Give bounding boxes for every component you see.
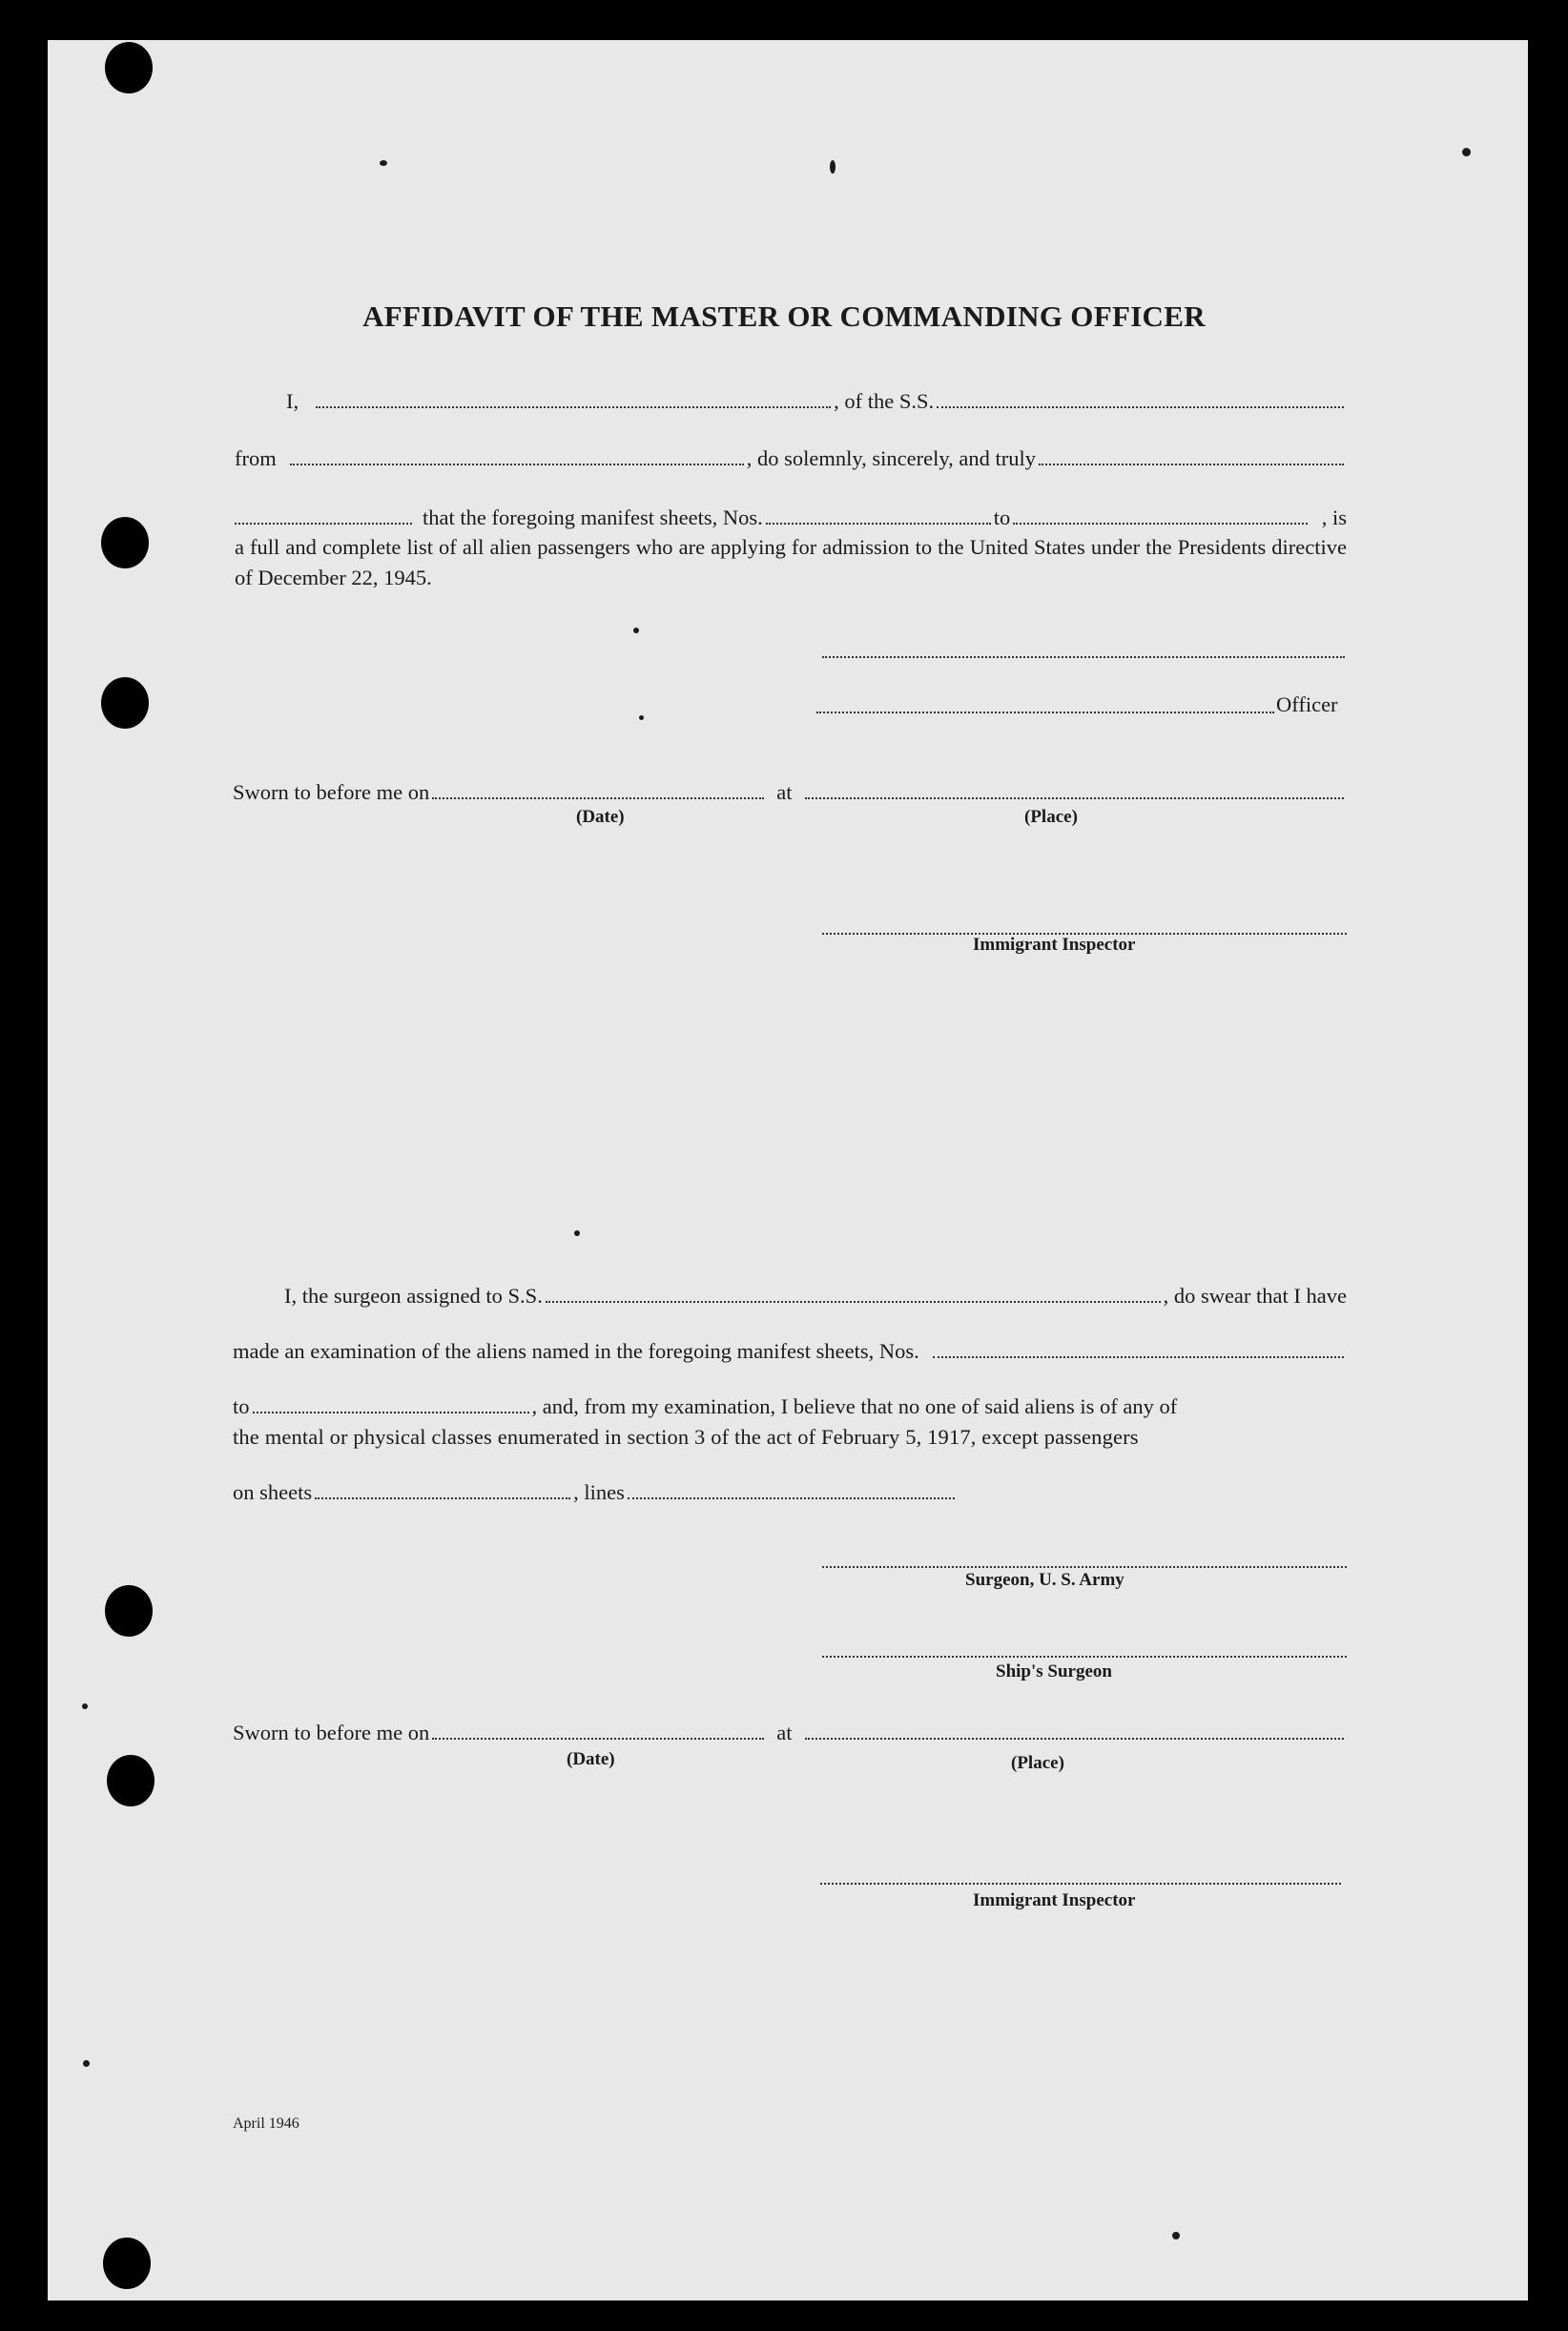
punch-hole	[103, 2238, 151, 2289]
surgeon-inspector-caption: Immigrant Inspector	[973, 1890, 1136, 1910]
belief-label: , and, from my examination, I believe that no one of said aliens is of any of	[531, 1394, 1178, 1418]
master-name-field[interactable]	[316, 389, 831, 408]
surgeon-to-label: to	[233, 1394, 250, 1418]
surgeon-sworn-line	[233, 1719, 1347, 1747]
master-line-2	[235, 444, 1347, 473]
to-label: to	[993, 505, 1011, 529]
oath-continued-field[interactable]	[235, 505, 412, 525]
punch-hole	[101, 677, 149, 729]
lines-label: , lines	[573, 1480, 625, 1504]
sworn-place-field[interactable]	[805, 780, 1344, 799]
master-line-1	[286, 387, 1347, 416]
sheet-to-field[interactable]	[1013, 505, 1307, 525]
speck	[1462, 148, 1471, 156]
speck	[633, 628, 639, 633]
speck	[574, 1230, 580, 1236]
ship-name-field[interactable]	[937, 389, 1344, 408]
form-date: April 1946	[233, 2115, 299, 2132]
ships-surgeon-caption: Ship's Surgeon	[996, 1661, 1112, 1681]
that-label: that the foregoing manifest sheets, Nos.	[423, 505, 763, 529]
oath-type-field[interactable]	[1039, 446, 1344, 465]
sheets-label: on sheets	[233, 1480, 313, 1504]
speck	[82, 1703, 88, 1709]
surgeon-ship-field[interactable]	[546, 1284, 1161, 1303]
except-lines-field[interactable]	[628, 1480, 955, 1499]
surgeon-date-caption: (Date)	[567, 1749, 615, 1769]
master-statement: a full and complete list of all alien passengers who are applying for admission to the United States under the Presidents directive of December 22, 1945.	[235, 535, 1347, 589]
i-label: I,	[286, 389, 299, 413]
master-sworn-line	[233, 778, 1347, 807]
officer-title-line[interactable]	[816, 712, 1274, 713]
surgeon-line-4: the mental or physical classes enumerated in section 3 of the act of February 5, 1917, except passengers	[233, 1425, 1139, 1449]
surgeon-sworn-date-field[interactable]	[432, 1721, 764, 1740]
surgeon-sheet-to-field[interactable]	[253, 1394, 529, 1413]
swear-label: , do swear that I have	[1163, 1284, 1347, 1308]
speck	[83, 2060, 90, 2067]
punch-hole	[105, 1585, 153, 1637]
sworn-label: Sworn to before me on	[233, 780, 430, 804]
army-surgeon-signature-line[interactable]	[822, 1566, 1347, 1568]
of-ss-label: , of the S.S.	[834, 389, 935, 413]
speck	[1172, 2232, 1180, 2239]
surgeon-line-3	[233, 1392, 1347, 1421]
at-label: at	[776, 780, 793, 804]
from-port-field[interactable]	[290, 446, 744, 465]
except-sheets-field[interactable]	[315, 1480, 570, 1499]
sheet-from-field[interactable]	[766, 505, 991, 525]
from-label: from	[235, 446, 277, 470]
speck	[639, 715, 644, 720]
form-sheet	[48, 40, 1528, 2300]
surgeon-intro-label: I, the surgeon assigned to S.S.	[284, 1284, 543, 1308]
surgeon-sworn-label: Sworn to before me on	[233, 1721, 430, 1744]
surgeon-sheet-from-field[interactable]	[933, 1339, 1344, 1358]
punch-hole	[101, 517, 149, 568]
punch-hole	[107, 1755, 155, 1806]
solemnly-label: , do solemnly, sincerely, and truly	[746, 446, 1037, 470]
surgeon-line-2	[233, 1337, 1347, 1366]
ships-surgeon-signature-line[interactable]	[822, 1656, 1347, 1658]
sworn-date-field[interactable]	[432, 780, 764, 799]
surgeon-inspector-signature-line[interactable]	[820, 1883, 1341, 1885]
surgeon-line-5	[233, 1478, 958, 1507]
place-caption: (Place)	[1024, 807, 1078, 827]
surgeon-line-1	[284, 1282, 1347, 1310]
examination-label: made an examination of the aliens named in the foregoing manifest sheets, Nos.	[233, 1339, 919, 1363]
inspector-caption: Immigrant Inspector	[973, 935, 1136, 955]
date-caption: (Date)	[576, 807, 625, 827]
surgeon-sworn-place-field[interactable]	[805, 1721, 1344, 1740]
speck	[830, 160, 836, 174]
officer-label: Officer	[1276, 692, 1338, 716]
is-label: , is	[1321, 505, 1347, 529]
form-title: AFFIDAVIT OF THE MASTER OR COMMANDING OFFICER	[362, 299, 1206, 333]
surgeon-place-caption: (Place)	[1011, 1753, 1064, 1773]
speck	[380, 160, 387, 166]
army-surgeon-caption: Surgeon, U. S. Army	[965, 1570, 1124, 1590]
master-line-3	[235, 504, 1347, 532]
master-signature-line[interactable]	[822, 656, 1345, 658]
surgeon-at-label: at	[776, 1721, 793, 1744]
punch-hole	[105, 42, 153, 93]
